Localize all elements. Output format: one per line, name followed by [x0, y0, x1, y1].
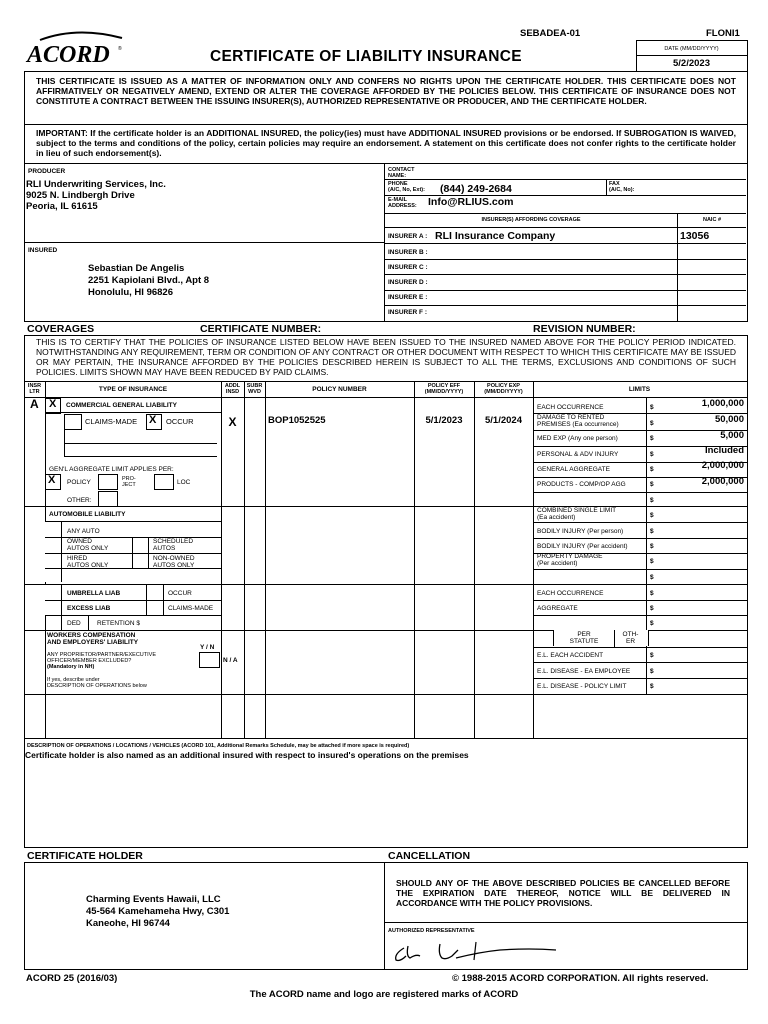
policy-number-header: POLICY NUMBER: [312, 386, 367, 393]
fax-label: FAX (A/C, No):: [609, 181, 635, 193]
na-label: N / A: [223, 657, 238, 664]
limit-products: PRODUCTS - COMP/OP AGG: [537, 481, 626, 488]
currency-sign: $: [650, 481, 654, 488]
insured-line1: Sebastian De Angelis: [88, 263, 185, 274]
description-label: DESCRIPTION OF OPERATIONS / LOCATIONS / VEHICLES (ACORD 101, Additional Remarks Schedule, may be attached if more space is required): [27, 743, 410, 749]
policy-eff-header: POLICY EFF (MM/DD/YYYY): [424, 383, 464, 395]
subr-wvd-header: SUBR WVD: [246, 383, 263, 395]
coverages-label: COVERAGES: [27, 323, 95, 335]
currency-sign: $: [650, 574, 654, 581]
insurer-b-label: INSURER B :: [388, 249, 428, 256]
producer-line3: Peoria, IL 61615: [26, 201, 98, 212]
insr-ltr-header: INSR LTR: [27, 383, 42, 395]
insured-line3: Honolulu, HI 96826: [88, 287, 173, 298]
policy-exp-header: POLICY EXP (MM/DD/YYYY): [484, 383, 523, 395]
value-personal-adv: Included: [704, 445, 744, 456]
any-auto-label: ANY AUTO: [67, 528, 100, 535]
gl-check-mark: X: [49, 398, 57, 410]
excluded-question: ANY PROPRIETOR/PARTNER/EXECUTIVE OFFICER/MEMBER EXCLUDED? (Mandatory in NH): [47, 652, 157, 670]
gl-policy-exp: 5/1/2024: [485, 415, 522, 426]
umbrella-liab-label: UMBRELLA LIAB: [67, 590, 121, 597]
gl-policy-number: BOP1052525: [268, 415, 326, 426]
form-id: SEBADEA-01: [520, 28, 581, 39]
umbrella-claims-made-label: CLAIMS-MADE: [168, 605, 214, 612]
currency-sign: $: [650, 497, 654, 504]
phone-label: PHONE (A/C, No, Ext):: [388, 181, 425, 193]
el-disease-employee-label: E.L. DISEASE - EA EMPLOYEE: [537, 668, 631, 675]
value-each-occurrence: 1,000,000: [701, 398, 744, 409]
producer-line2: 9025 N. Lindbergh Drive: [26, 190, 135, 201]
currency-sign: $: [650, 590, 654, 597]
insurers-header: INSURER(S) AFFORDING COVERAGE: [481, 217, 581, 223]
disclaimer-text: THIS CERTIFICATE IS ISSUED AS A MATTER OF INFORMATION ONLY AND CONFERS NO RIGHTS UPON THE CERTIFICATE HOLDER. THIS CERTIFICATE DOES NOT AFFIRMATIVELY OR NEGATIVELY AMEND, EXTEND OR ALTER THE COVERAGE AFFORDED BY THE POLICIES BELOW. THIS CERTIFICATE OF INSURANCE DOES NOT CONSTITUTE A CONTRACT BETWEEN THE ISSUING INSURER(S), AUTHORIZED REPRESENTATIVE OR PRODUCER, AND THE CERTIFICATE HOLDER.: [36, 76, 736, 106]
currency-sign: $: [650, 528, 654, 535]
acord-logo: [22, 28, 132, 70]
contact-name-label: CONTACT NAME:: [388, 167, 415, 179]
email-label: E-MAIL ADDRESS:: [388, 197, 417, 209]
limit-general-aggregate: GENERAL AGGREGATE: [537, 466, 610, 473]
currency-sign: $: [650, 512, 654, 519]
value-med-exp: 5,000: [720, 430, 744, 441]
insurer-c-label: INSURER C :: [388, 264, 428, 271]
other-er-label: OTH- ER: [622, 631, 639, 645]
cancellation-label: CANCELLATION: [388, 850, 471, 862]
currency-sign: $: [650, 466, 654, 473]
describe-note: If yes, describe under DESCRIPTION OF OPERATIONS below: [47, 677, 147, 689]
limit-each-occurrence: EACH OCCURRENCE: [537, 404, 604, 411]
aggregate-applies-label: GEN'L AGGREGATE LIMIT APPLIES PER:: [49, 466, 174, 473]
project-checkbox[interactable]: [98, 474, 118, 490]
authorized-rep-label: AUTHORIZED REPRESENTATIVE: [388, 928, 475, 934]
occur-check-mark: X: [149, 414, 157, 426]
addl-insd-header: ADDL INSD: [224, 383, 241, 395]
footer-copyright: © 1988-2015 ACORD CORPORATION. All rights reserved.: [452, 973, 709, 984]
revision-number-label: REVISION NUMBER:: [533, 323, 636, 335]
insurer-f-label: INSURER F :: [388, 309, 427, 316]
currency-sign: $: [650, 683, 654, 690]
claims-made-label: CLAIMS-MADE: [85, 417, 138, 426]
producer-label: PRODUCER: [28, 168, 66, 175]
currency-sign: $: [650, 620, 654, 627]
coverages-text: THIS IS TO CERTIFY THAT THE POLICIES OF INSURANCE LISTED BELOW HAVE BEEN ISSUED TO THE INSURED NAMED ABOVE FOR THE POLICY PERIOD INDICATED. NOTWITHSTANDING ANY REQUIREMENT, TERM OR CONDITION OF ANY CONTRACT OR OTHER DOCUMENT WITH RESPECT TO WHICH THIS CERTIFICATE MAY BE ISSUED OR MAY PERTAIN, THE INSURANCE AFFORDED BY THE POLICIES DESCRIBED HEREIN IS SUBJECT TO ALL THE TERMS, EXCLUSIONS AND CONDITIONS OF SUCH POLICIES. LIMITS SHOWN MAY HAVE BEEN REDUCED BY PAID CLAIMS.: [36, 337, 736, 377]
important-text: IMPORTANT: If the certificate holder is an ADDITIONAL INSURED, the policy(ies) must have ADDITIONAL INSURED provisions or be endorsed. If SUBROGATION IS WAIVED, subject to the terms and conditions of the policy, certain policies may require an endorsement. A statement on this certificate does not confer rights to the certificate holder in lieu of such endorsement(s).: [36, 128, 736, 158]
holder-line3: Kaneohe, HI 96744: [86, 918, 170, 929]
excess-liab-label: EXCESS LIAB: [67, 605, 111, 612]
date-label: DATE (MM/DD/YYYY): [664, 46, 719, 52]
currency-sign: $: [650, 404, 654, 411]
page-title: CERTIFICATE OF LIABILITY INSURANCE: [210, 48, 522, 65]
limit-umbrella-aggregate: AGGREGATE: [537, 605, 578, 612]
currency-sign: $: [650, 420, 654, 427]
cancellation-text: SHOULD ANY OF THE ABOVE DESCRIBED POLICIES BE CANCELLED BEFORE THE EXPIRATION DATE THEREOF, NOTICE WILL BE DELIVERED IN ACCORDANCE WITH THE POLICY PROVISIONS.: [396, 878, 730, 908]
policy-label: POLICY: [67, 479, 91, 486]
limit-umbrella-occurrence: EACH OCCURRENCE: [537, 590, 604, 597]
other-label: OTHER:: [67, 497, 92, 504]
insurer-d-label: INSURER D :: [388, 279, 428, 286]
currency-sign: $: [650, 451, 654, 458]
per-statute-label: PER STATUTE: [569, 631, 599, 645]
limit-personal-adv: PERSONAL & ADV INJURY: [537, 451, 619, 458]
gl-title: COMMERCIAL GENERAL LIABILITY: [66, 402, 177, 409]
date-value: 5/2/2023: [673, 58, 710, 69]
limit-bi-person: BODILY INJURY (Per person): [537, 528, 624, 535]
currency-sign: $: [650, 435, 654, 442]
holder-line1: Charming Events Hawaii, LLC: [86, 894, 221, 905]
naic-header: NAIC #: [702, 217, 722, 223]
auto-title: AUTOMOBILE LIABILITY: [49, 511, 126, 518]
limits-header: LIMITS: [628, 386, 651, 393]
owned-autos-label: OWNED AUTOS ONLY: [67, 538, 109, 552]
ded-label: DED: [67, 620, 81, 627]
phone-value: (844) 249-2684: [440, 183, 512, 195]
limit-damage-rented: DAMAGE TO RENTED PREMISES (Ea occurrence): [537, 414, 619, 428]
currency-sign: $: [650, 543, 654, 550]
currency-sign: $: [650, 652, 654, 659]
value-damage-rented: 50,000: [714, 414, 744, 425]
value-general-aggregate: 2,000,000: [701, 460, 744, 471]
limit-combined-single: COMBINED SINGLE LIMIT (Ea accident): [537, 507, 617, 521]
limit-property-damage: PROPERTY DAMAGE (Per accident): [537, 553, 603, 567]
occur-label: OCCUR: [166, 417, 194, 426]
workers-comp-title: WORKERS COMPENSATION AND EMPLOYERS' LIABILITY: [47, 632, 139, 646]
producer-line1: RLI Underwriting Services, Inc.: [26, 179, 166, 190]
gl-policy-eff: 5/1/2023: [425, 415, 463, 426]
gl-insurer-letter: A: [30, 397, 39, 411]
insurer-e-label: INSURER E :: [388, 294, 428, 301]
yn-label: Y / N: [200, 644, 215, 651]
svg-text:®: ®: [118, 46, 122, 52]
el-disease-policy-label: E.L. DISEASE - POLICY LIMIT: [537, 683, 627, 690]
scheduled-autos-label: SCHEDULED AUTOS: [153, 538, 194, 552]
hired-autos-label: HIRED AUTOS ONLY: [67, 555, 109, 569]
email-value: Info@RLIUS.com: [428, 196, 514, 208]
insurer-a-label: INSURER A :: [388, 233, 428, 240]
insurer-a-name: RLI Insurance Company: [435, 230, 556, 242]
other-checkbox[interactable]: [98, 491, 118, 507]
limit-med-exp: MED EXP (Any one person): [537, 435, 618, 442]
claims-made-checkbox[interactable]: [64, 414, 82, 430]
value-products: 2,000,000: [701, 476, 744, 487]
signature-image: [390, 938, 570, 966]
description-text: Certificate holder is also named as an additional insured with respect to insured's operations on the premises: [25, 750, 469, 760]
currency-sign: $: [650, 558, 654, 565]
excluded-checkbox[interactable]: [199, 652, 220, 668]
footer-trademark: The ACORD name and logo are registered marks of ACORD: [249, 989, 519, 1000]
holder-line2: 45-564 Kamehameha Hwy, C301: [86, 906, 230, 917]
project-label: PRO- JECT: [122, 476, 136, 488]
el-each-accident-label: E.L. EACH ACCIDENT: [537, 652, 604, 659]
limit-bi-accident: BODILY INJURY (Per accident): [537, 543, 628, 550]
insured-label: INSURED: [28, 247, 58, 254]
certificate-number-label: CERTIFICATE NUMBER:: [200, 323, 322, 335]
svg-text:ACORD: ACORD: [27, 42, 110, 68]
retention-label: RETENTION $: [97, 620, 140, 627]
loc-checkbox[interactable]: [154, 474, 174, 490]
footer-form: ACORD 25 (2016/03): [26, 973, 118, 984]
insurer-a-naic: 13056: [680, 230, 710, 242]
gl-addl-insd: X: [228, 415, 237, 429]
policy-check-mark: X: [48, 474, 56, 486]
currency-sign: $: [650, 605, 654, 612]
loc-label: LOC: [177, 479, 191, 486]
insured-line2: 2251 Kapiolani Blvd., Apt 8: [88, 275, 210, 286]
type-header: TYPE OF INSURANCE: [98, 386, 168, 393]
non-owned-autos-label: NON-OWNED AUTOS ONLY: [153, 555, 195, 569]
umbrella-occur-label: OCCUR: [168, 590, 192, 597]
form-code: FLONI1: [706, 28, 740, 39]
currency-sign: $: [650, 668, 654, 675]
certificate-holder-label: CERTIFICATE HOLDER: [27, 850, 143, 862]
